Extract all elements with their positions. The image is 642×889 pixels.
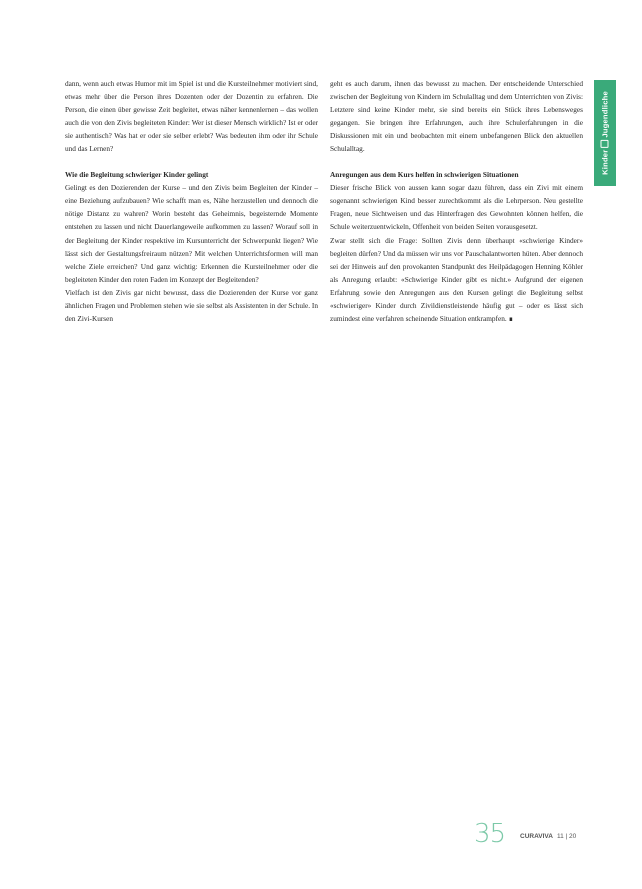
section-tab-left: Kinder — [600, 149, 610, 175]
section-tab — [594, 80, 616, 186]
right-section-heading: Anregungen aus dem Kurs helfen in schwierigen Situationen — [330, 170, 519, 180]
page-number: 35 — [474, 819, 506, 849]
right-column — [330, 77, 583, 325]
left-paragraph-1: dann, wenn auch etwas Humor mit im Spiel ist und die Kursteilnehmer motiviert sind, etwas mehr über die Person ihres Dozenten oder der Dozentin zu erfahren. Die Person, die einen über gewisse Zeit begleitet, etwas näher kennenlernen – das wollen auch die von den Zivis begleiteten Kinder: Wer ist dieser Mensch wirklich? Ist er oder sie authentisch? Was hat er oder sie selber erlebt? Was bedeuten ihm oder ihr Schule und das Lernen? — [65, 79, 318, 154]
paragraph-gap — [65, 155, 318, 168]
paragraph-gap — [330, 155, 583, 168]
magazine-name: CURAVIVA — [520, 833, 553, 840]
left-column — [65, 77, 318, 325]
section-tab-right: Jugendliche — [600, 91, 610, 138]
section-tab-label — [601, 91, 610, 175]
right-paragraph-3: Zwar stellt sich die Frage: Sollten Zivis denn überhaupt «schwierige Kinder» begleiten dürfen? Und da müssen wir uns vor Pauschalantworten hüten. Aber dennoch sei der Hinweis auf den provokanten Standpunkt des Heilpädagogen Henning Köhler als Anregung erlaubt: «Schwierige Kinder gibt es nicht.» Aufgrund der eigenen Erfahrung sowie den Anregungen aus den Kursen gelingt die Begleitung selbst «schwieriger» Kinder durch Zivildienstleistende häufig gut – oder es lässt sich zumindest eine verfahren scheinende Situation entkrampfen. ∎ — [330, 235, 583, 323]
right-paragraph-2: Dieser frische Blick von aussen kann sogar dazu führen, dass ein Zivi mit einem sogenannt schwierigen Kind besser zurechtkommt als die Lehrperson. Neu gestellte Fragen, neue Sichtweisen und das Hinterfragen des Gewohnten können helfen, die Schule weiterzuentwickeln, Offenheit von beiden Seiten vorausgesetzt. — [330, 183, 583, 232]
issue-number: 11 | 20 — [557, 833, 577, 840]
left-section-heading: Wie die Begleitung schwieriger Kinder gelingt — [65, 170, 209, 180]
right-paragraph-1: geht es auch darum, ihnen das bewusst zu machen. Der entscheidende Unterschied zwischen der Begleitung von Kindern im Schulalltag und dem Unterrichten von Zivis: Letztere sind keine Kinder mehr, sie sind bereits ein Stück ihres Lebensweges gegangen. Sie bringen ihre Erfahrungen, auch ihre Schulerfahrungen in die Diskussionen mit ein und beobachten mit einem unbefangenen Blick den aktuellen Schulalltag. — [330, 79, 583, 154]
left-paragraph-2: Gelingt es den Dozierenden der Kurse – und den Zivis beim Begleiten der Kinder – eine Beziehung aufzubauen? Wie schafft man es, Nähe herzustellen und dennoch die nötige Distanz zu wahren? Worin besteht das Geheimnis, begeisternde Momente entstehen zu lassen und nicht Dauerlangeweile aufkommen zu lassen? Worauf soll in der Begleitung der Kinder respektive im Kursunterricht der Schwerpunkt liegen? Wie lässt sich der Gestaltungsfreiraum nützen? Mit welchen Unterrichtsformen will man welche Ziele erreichen? Und ganz wichtig: Erkennen die Kursteilnehmer oder die begleiteten Kinder den roten Faden im Konzept der Begleitenden? — [65, 183, 318, 284]
left-paragraph-3: Vielfach ist den Zivis gar nicht bewusst, dass die Dozierenden der Kurse vor ganz ähnlichen Fragen und Problemen stehen wie sie selbst als Assistenten in der Schule. In den Zivi-Kursen — [65, 287, 318, 323]
square-icon — [601, 140, 609, 148]
